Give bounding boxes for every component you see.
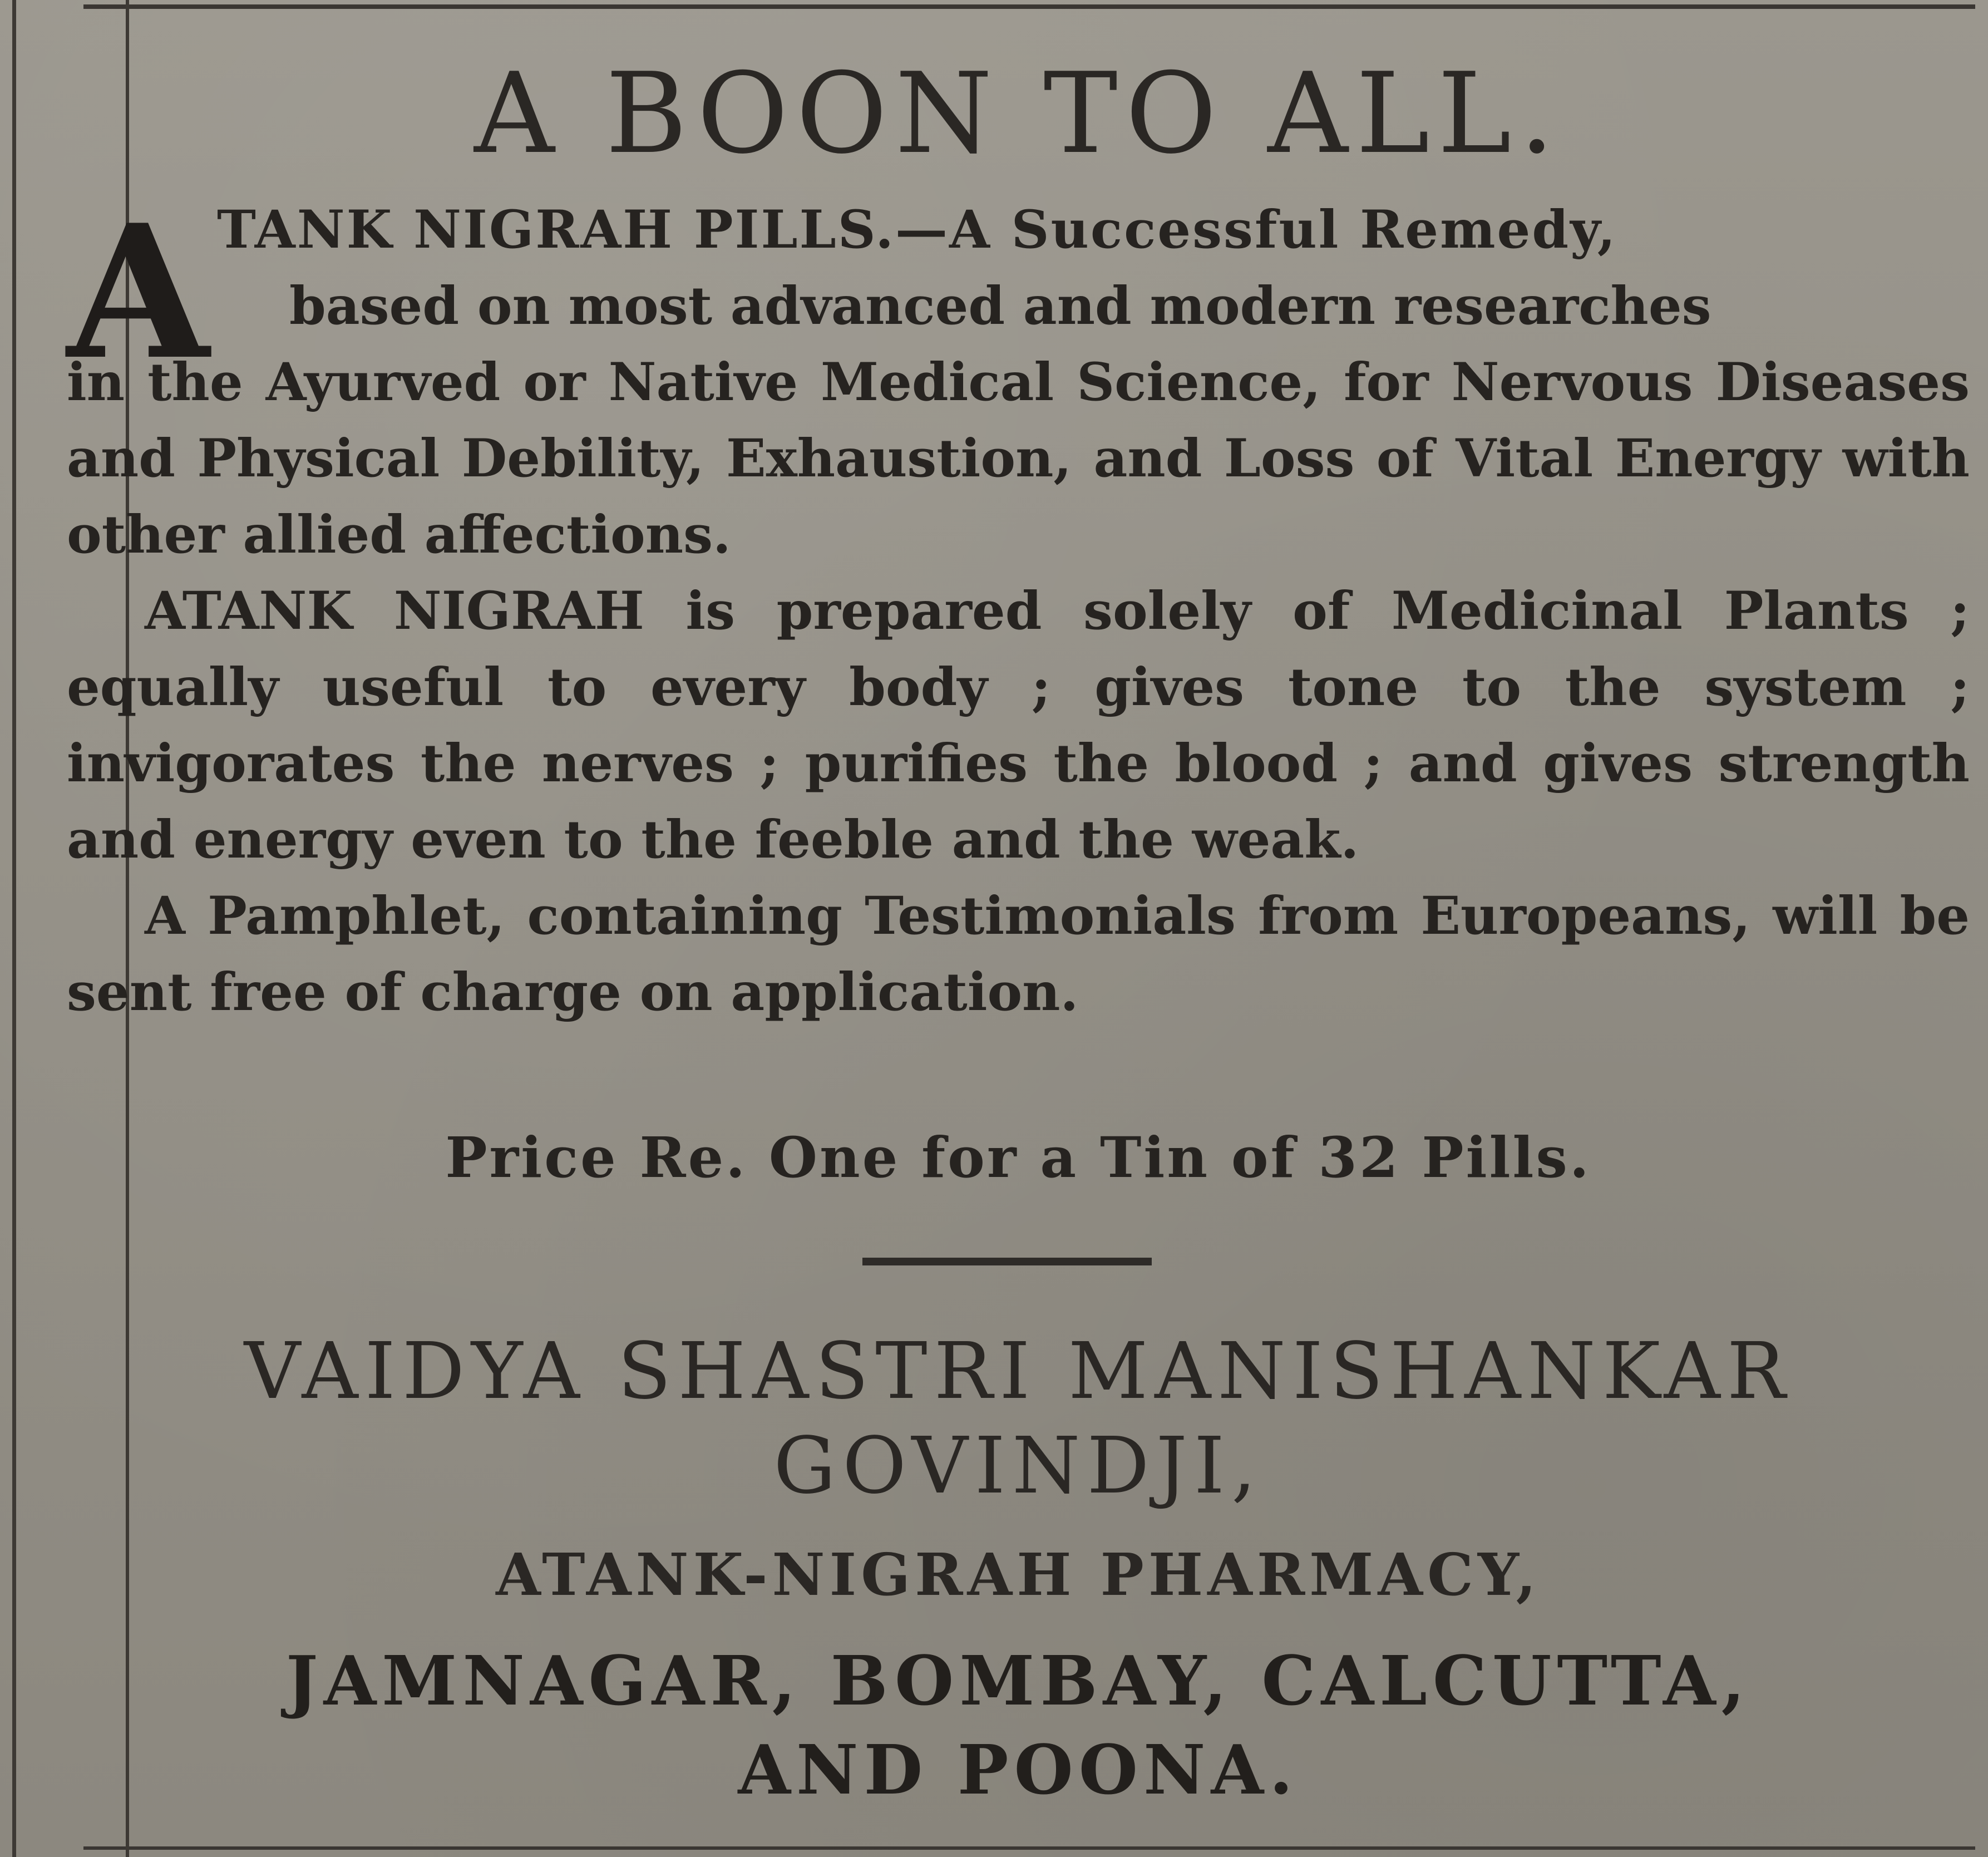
pharmacy-name: ATANK-NIGRAH PHARMACY, <box>496 1540 1541 1609</box>
paragraph-2: ATANK NIGRAH is prepared solely of Medicinal Plants ; equally useful to every body ; gives tone to the system ; invigorates the nerves ; purifies the blood ; and gives strength and energy even to the feeble and the weak. <box>67 580 1970 870</box>
advertisement <box>67 33 1970 1836</box>
price-line: Price Re. One for a Tin of 32 Pills. <box>445 1125 1591 1190</box>
cities-line-1: JAMNAGAR, BOMBAY, CALCUTTA, <box>285 1641 1751 1721</box>
body-text <box>67 184 1970 1031</box>
drop-cap: A <box>67 184 210 400</box>
paragraph-3: A Pamphlet, containing Testimonials from Europeans, will be sent free of charge on application. <box>67 885 1970 1023</box>
vendor-name-line-2: GOVINDJI, <box>773 1421 1263 1511</box>
vendor-name-line-1: VAIDYA SHASTRI MANISHANKAR <box>244 1326 1793 1417</box>
headline: A BOON TO ALL. <box>474 49 1562 179</box>
divider-rule <box>862 1258 1152 1265</box>
column-rule-outer <box>12 0 16 1857</box>
cities-line-2: AND POONA. <box>738 1730 1299 1810</box>
paragraph-1-line-1: TANK NIGRAH PILLS.—A Successful Remedy, <box>217 199 1617 260</box>
top-rule <box>83 4 1975 9</box>
paragraph-1-rest: in the Ayurved or Native Medical Science, for Nervous Diseases and Physical Debility, Exhaustion, and Loss of Vital Energy with other allied affections. <box>67 352 1970 565</box>
bottom-rule <box>83 1846 1975 1850</box>
paragraph-1-line-2: based on most advanced and modern researches <box>289 275 1711 337</box>
